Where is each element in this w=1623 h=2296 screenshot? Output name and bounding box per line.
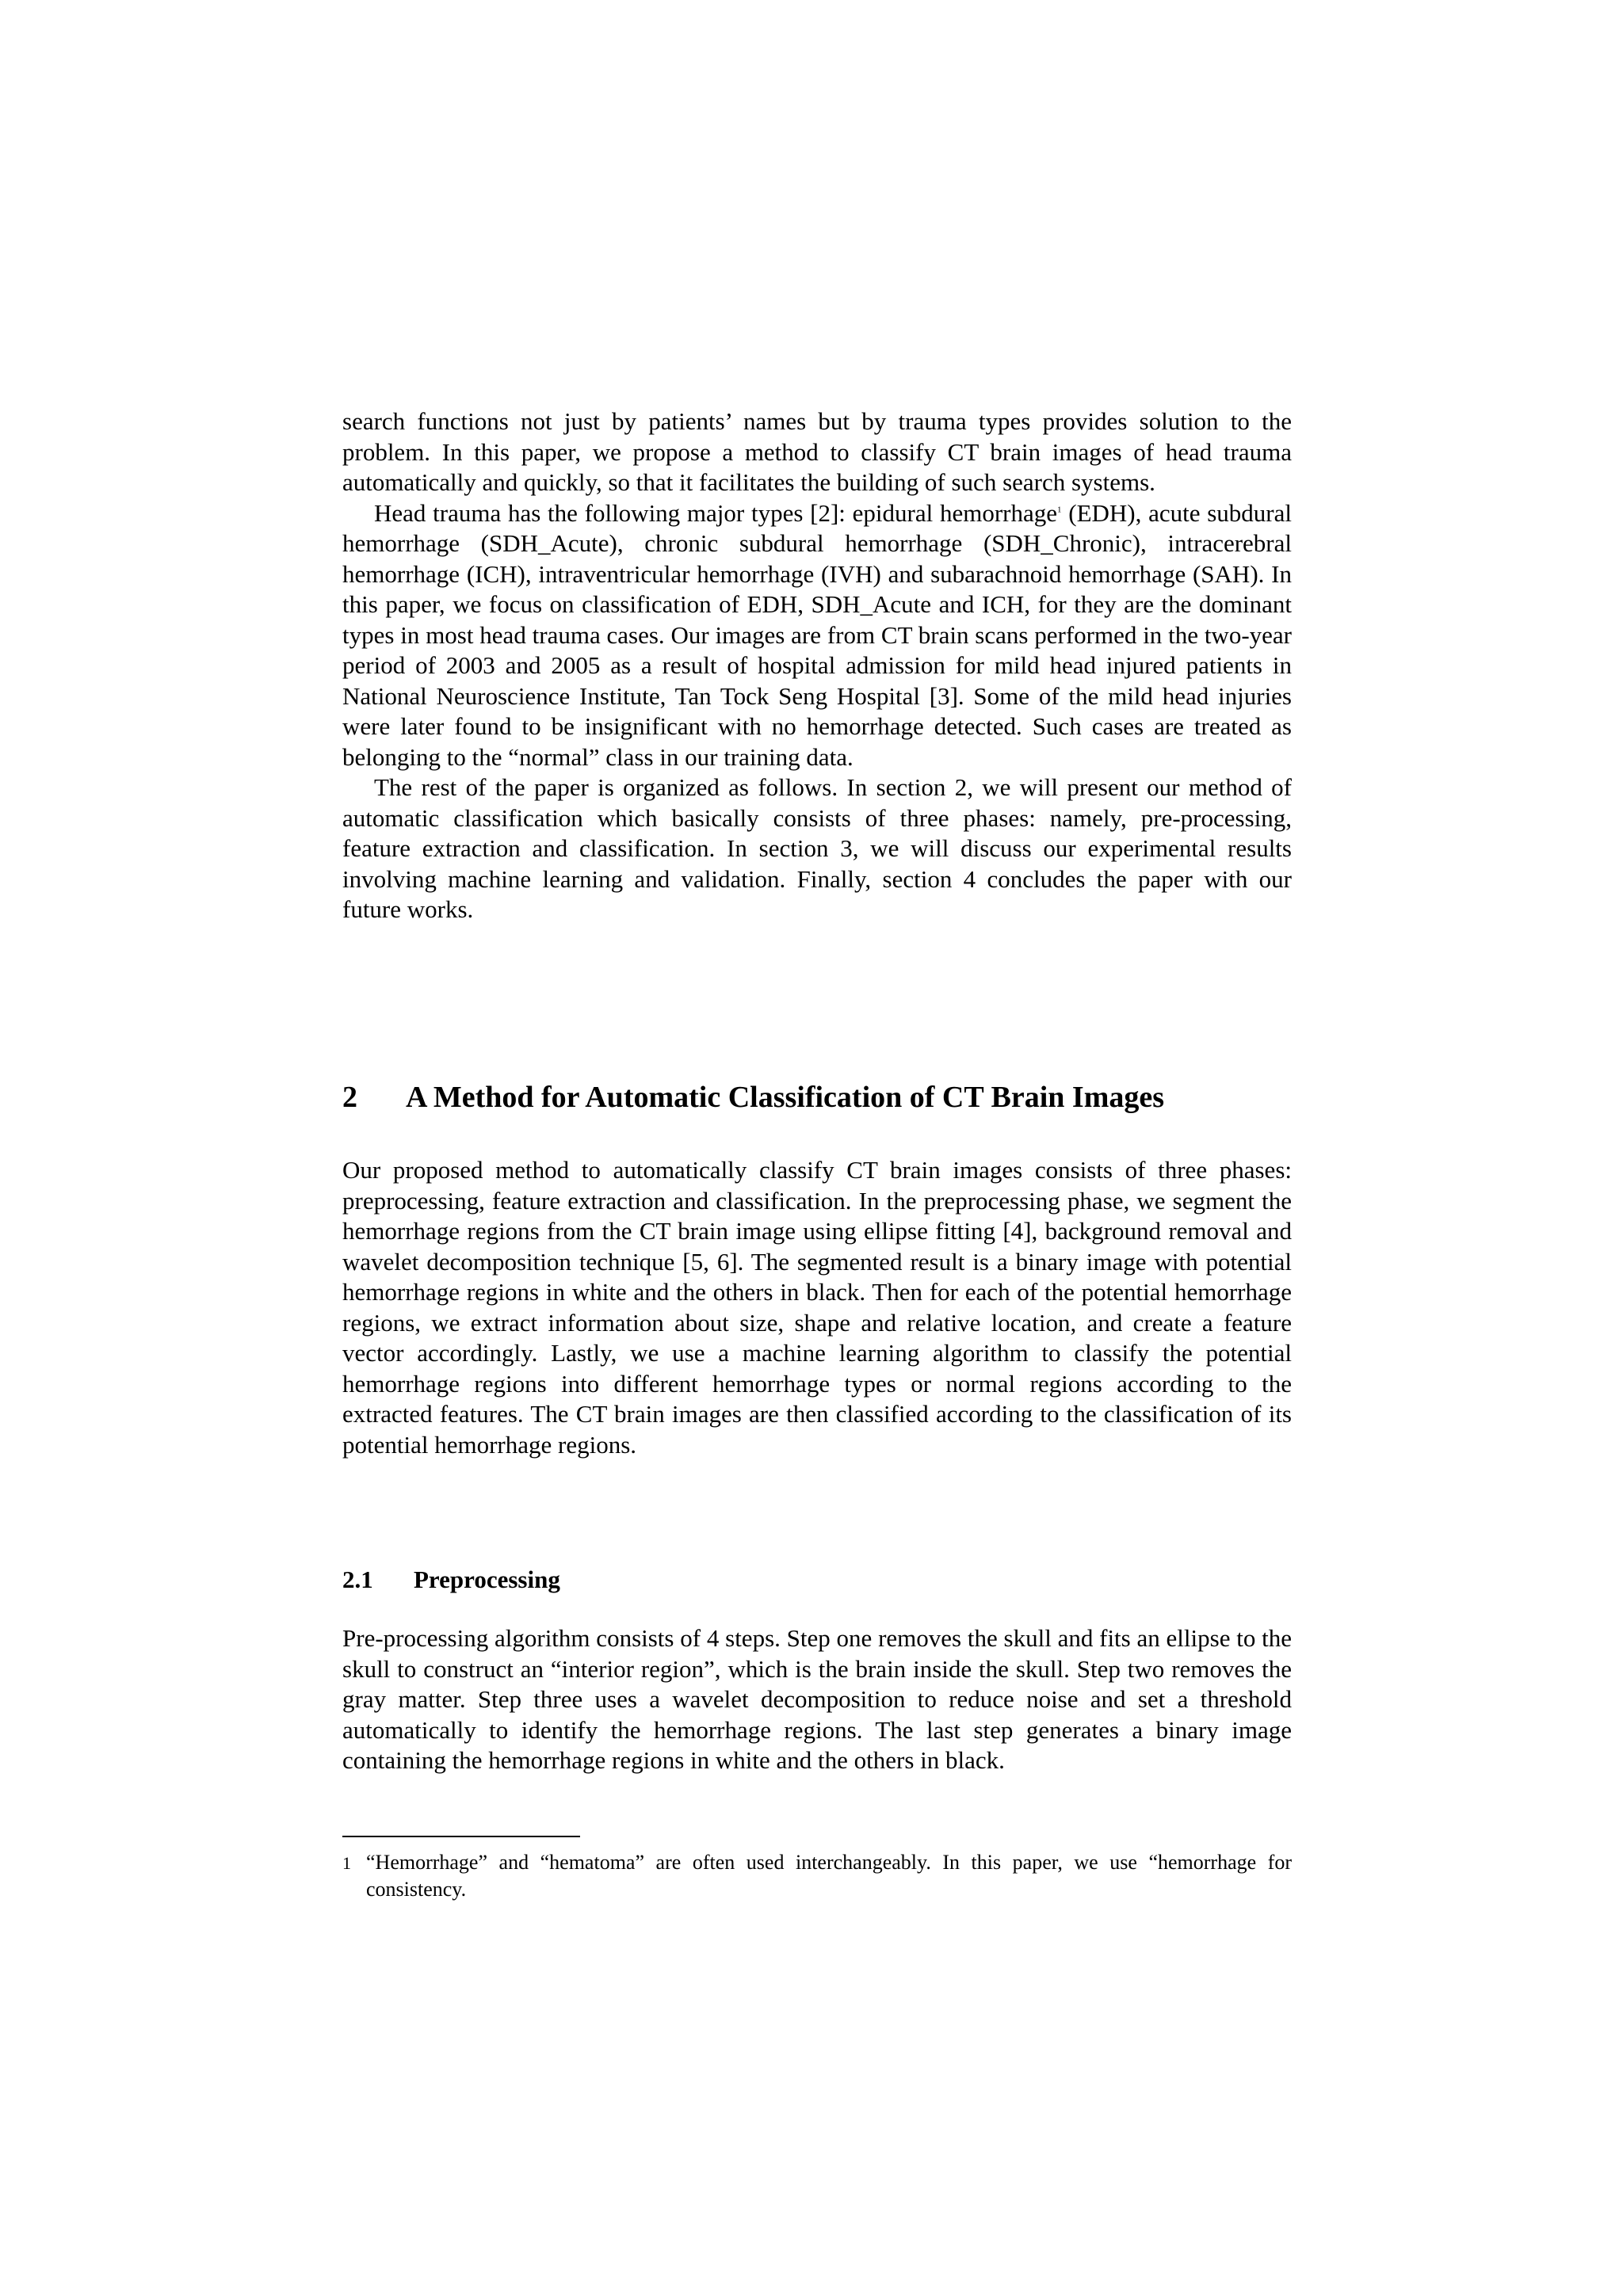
intro-paragraph-2-text-b: (EDH), acute subdural hemorrhage (SDH_Acute), chronic subdural hemorrhage (SDH_Chronic), intracerebral hemorrhage (ICH), intraventricular hemorrhage (IVH) and subarachnoid hemorrhage (SAH). In this paper, we focus on classification of EDH, SDH_Acute and ICH, for they are the dominant types in most head trauma cases. Our images are from CT brain scans performed in the two-year period of 2003 and 2005 as a result of hospital admission for mild head injured patients in National Neuroscience Institute, Tan Tock Seng Hospital [3]. Some of the mild head injuries were later found to be insignificant with no hemorrhage detected. Such cases are treated as belonging to the “normal” class in our training data. [342,498,1292,771]
section-2-paragraph: Our proposed method to automatically classify CT brain images consists of three phases: preprocessing, feature extraction and classification. In the preprocessing phase, we segment the hemorrhage regions from the CT brain image using ellipse fitting [4], background removal and wavelet decomposition technique [5, 6]. The segmented result is a binary image with potential hemorrhage regions in white and the others in black. Then for each of the potential hemorrhage regions, we extract information about size, shape and relative location, and create a feature vector accordingly. Lastly, we use a machine learning algorithm to classify the potential hemorrhage regions into different hemorrhage types or normal regions according to the extracted features. The CT brain images are then classified according to the classification of its potential hemorrhage regions. [342,1156,1292,1459]
footnote-reference[interactable]: 1 [1057,505,1062,515]
intro-paragraph-2 [342,498,1292,773]
section-2-title: A Method for Automatic Classification of CT Brain Images [406,1081,1165,1114]
intro-paragraph-2-text-a: Head trauma has the following major types [2]: epidural hemorrhage [374,498,1058,527]
subsection-2-1-paragraph: Pre-processing algorithm consists of 4 steps. Step one removes the skull and fits an ellipse to the skull to construct an “interior region”, which is the brain inside the skull. Step two removes the gray matter. Step three uses a wavelet decomposition to reduce noise and set a threshold automatically to identify the hemorrhage regions. The last step generates a binary image containing the hemorrhage regions in white and the others in black. [342,1624,1292,1774]
section-2-block [342,1155,1292,1460]
intro-paragraph-1: search functions not just by patients’ names but by trauma types provides solution to the problem. In this paper, we propose a method to classify CT brain images of head trauma automatically and quickly, so that it facilitates the building of such search systems. [342,407,1292,496]
footnote-divider [342,1836,580,1837]
section-2-heading [342,1079,1292,1116]
footnote-text: “Hemorrhage” and “hematoma” are often used interchangeably. In this paper, we use “hemorrhage for consistency. [366,1851,1292,1901]
subsection-2-1-block [342,1623,1292,1776]
section-2-number: 2 [342,1081,357,1114]
intro-paragraph-3: The rest of the paper is organized as follows. In section 2, we will present our method of automatic classification which basically consists of three phases: namely, pre-processing, feature extraction and classification. In section 3, we will discuss our experimental results involving machine learning and validation. Finally, section 4 concludes the paper with our future works. [342,773,1292,923]
intro-block [342,406,1292,925]
subsection-2-1-heading [342,1565,1292,1595]
subsection-2-1-title: Preprocessing [414,1566,560,1593]
footnote-mark: 1 [342,1853,351,1873]
subsection-2-1-number: 2.1 [342,1566,373,1593]
footnote [342,1849,1292,1903]
